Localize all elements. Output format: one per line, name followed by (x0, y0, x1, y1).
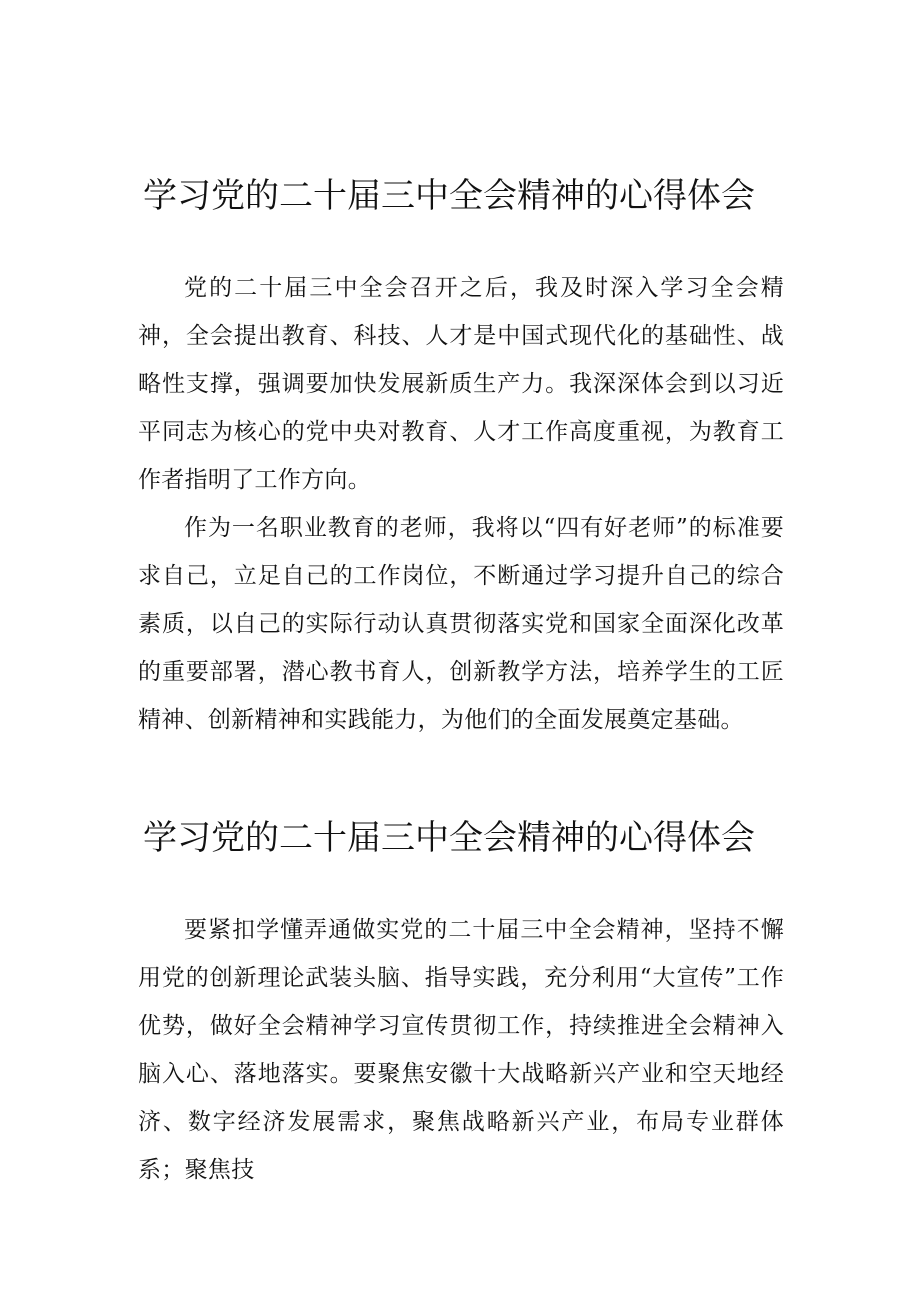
section-title: 学习党的二十届三中全会精神的心得体会 (143, 818, 755, 858)
section-body (138, 906, 784, 1194)
section-body (138, 264, 784, 744)
paragraph: 作为一名职业教育的老师，我将以“四有好老师”的标准要求自己，立足自己的工作岗位，不断通过学习提升自己的综合素质，以自己的实际行动认真贯彻落实党和国家全面深化改革的重要部署，潜心教书育人，创新教学方法，培养学生的工匠精神、创新精神和实践能力，为他们的全面发展奠定基础。 (138, 515, 784, 733)
section-title: 学习党的二十届三中全会精神的心得体会 (143, 176, 755, 216)
paragraph: 党的二十届三中全会召开之后，我及时深入学习全会精神，全会提出教育、科技、人才是中国式现代化的基础性、战略性支撑，强调要加快发展新质生产力。我深深体会到以习近平同志为核心的党中央对教育、人才工作高度重视，为教育工作者指明了工作方向。 (138, 275, 784, 493)
paragraph: 要紧扣学懂弄通做实党的二十届三中全会精神，坚持不懈用党的创新理论武装头脑、指导实践，充分利用“大宣传”工作优势，做好全会精神学习宣传贯彻工作，持续推进全会精神入脑入心、落地落实。要聚焦安徽十大战略新兴产业和空天地经济、数字经济发展需求，聚焦战略新兴产业，布局专业群体系；聚焦技 (138, 917, 784, 1183)
